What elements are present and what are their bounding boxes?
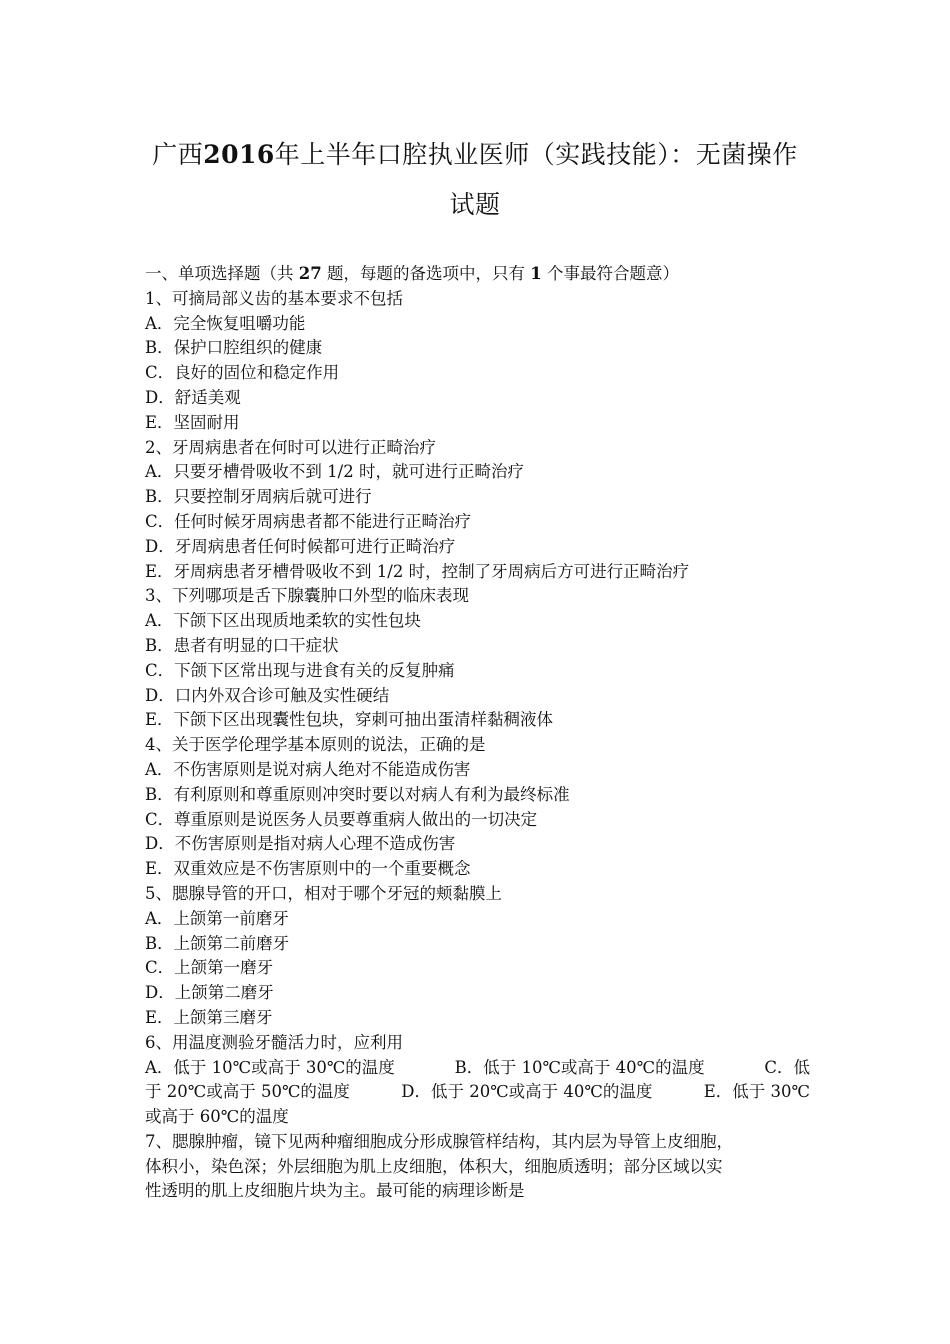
title-suffix: 年上半年口腔执业医师（实践技能）：无菌操作 [274,140,798,169]
option: E．上颌第三磨牙 [145,1007,273,1027]
question-stem: 4、关于医学伦理学基本原则的说法，正确的是 [145,735,486,755]
option: C．任何时候牙周病患者都不能进行正畸治疗 [145,511,472,531]
option: A．只要牙槽骨吸收不到 1/2 时，就可进行正畸治疗 [145,462,524,482]
option: E．牙周病患者牙槽骨吸收不到 1/2 时，控制了牙周病后方可进行正畸治疗 [145,561,690,581]
section-heading-text: 个事最符合题意） [541,264,679,283]
option: E．低于 30℃ [703,1082,810,1102]
question-block-7 [145,1130,810,1204]
option: C．上颌第一磨牙 [145,958,274,978]
title-line-2: 试题 [449,190,501,219]
option: D．上颌第二磨牙 [145,983,274,1003]
question-stem: 3、下列哪项是舌下腺囊肿口外型的临床表现 [145,586,469,606]
document-body [145,262,810,1204]
options-line [145,1080,810,1105]
option: D．不伤害原则是指对病人心理不造成伤害 [145,834,456,854]
question-block-2 [145,436,810,585]
option: C．良好的固位和稳定作用 [145,363,340,383]
question-stem-line: 体积小，染色深；外层细胞为肌上皮细胞，体积大，细胞质透明；部分区域以实 [145,1156,723,1176]
option: B．上颌第二前磨牙 [145,933,290,953]
title-line-1 [130,130,820,180]
option: D．低于 20℃或高于 40℃的温度 [401,1082,653,1102]
question-stem-line: 7、腮腺肿瘤，镜下见两种瘤细胞成分形成腺管样结构，其内层为导管上皮细胞， [145,1131,733,1151]
question-stem: 6、用温度测验牙髓活力时，应利用 [145,1032,403,1052]
option: B．保护口腔组织的健康 [145,338,323,358]
option: 于 20℃或高于 50℃的温度 [145,1082,350,1102]
question-stem: 1、可摘局部义齿的基本要求不包括 [145,288,403,308]
section-heading-text: 一、单项选择题（共 [145,264,299,283]
title-year: 2016 [203,140,275,169]
option: A．完全恢复咀嚼功能 [145,313,306,333]
options-line [145,1056,810,1081]
question-block-3 [145,584,810,733]
section-heading [145,262,810,287]
document-title [130,130,820,230]
question-stem: 2、牙周病患者在何时可以进行正畸治疗 [145,437,436,457]
option: C．低 [764,1057,810,1077]
option: B．患者有明显的口干症状 [145,635,339,655]
option: B．有利原则和尊重原则冲突时要以对病人有利为最终标准 [145,784,570,804]
options-line: 或高于 60℃的温度 [145,1107,289,1127]
answer-count: 1 [530,264,542,283]
option: B．低于 10℃或高于 40℃的温度 [454,1057,705,1077]
option: D．舒适美观 [145,387,241,407]
option: A．低于 10℃或高于 30℃的温度 [145,1057,395,1077]
option: E．下颌下区出现囊性包块，穿刺可抽出蛋清样黏稠液体 [145,710,554,730]
option: C．下颌下区常出现与进食有关的反复肿痛 [145,660,455,680]
question-stem-line: 性透明的肌上皮细胞片块为主。最可能的病理诊断是 [145,1181,525,1201]
option: A．上颌第一前磨牙 [145,908,289,928]
question-stem: 5、腮腺导管的开口，相对于哪个牙冠的颊黏膜上 [145,883,502,903]
section-heading-text: 题，每题的备选项中，只有 [321,264,531,283]
question-block-5 [145,882,810,1031]
option: B．只要控制牙周病后就可进行 [145,487,372,507]
question-block-6 [145,1031,810,1130]
option: A．不伤害原则是说对病人绝对不能造成伤害 [145,759,471,779]
option: C．尊重原则是说医务人员要尊重病人做出的一切决定 [145,809,538,829]
title-prefix: 广西 [152,140,204,169]
option: E．坚固耐用 [145,412,240,432]
option: D．牙周病患者任何时候都可进行正畸治疗 [145,536,456,556]
question-block-1 [145,287,810,436]
question-block-4 [145,733,810,882]
question-count: 27 [298,264,322,283]
option: A．下颌下区出现质地柔软的实性包块 [145,611,421,631]
option: E．双重效应是不伤害原则中的一个重要概念 [145,859,471,879]
option: D．口内外双合诊可触及实性硬结 [145,685,390,705]
